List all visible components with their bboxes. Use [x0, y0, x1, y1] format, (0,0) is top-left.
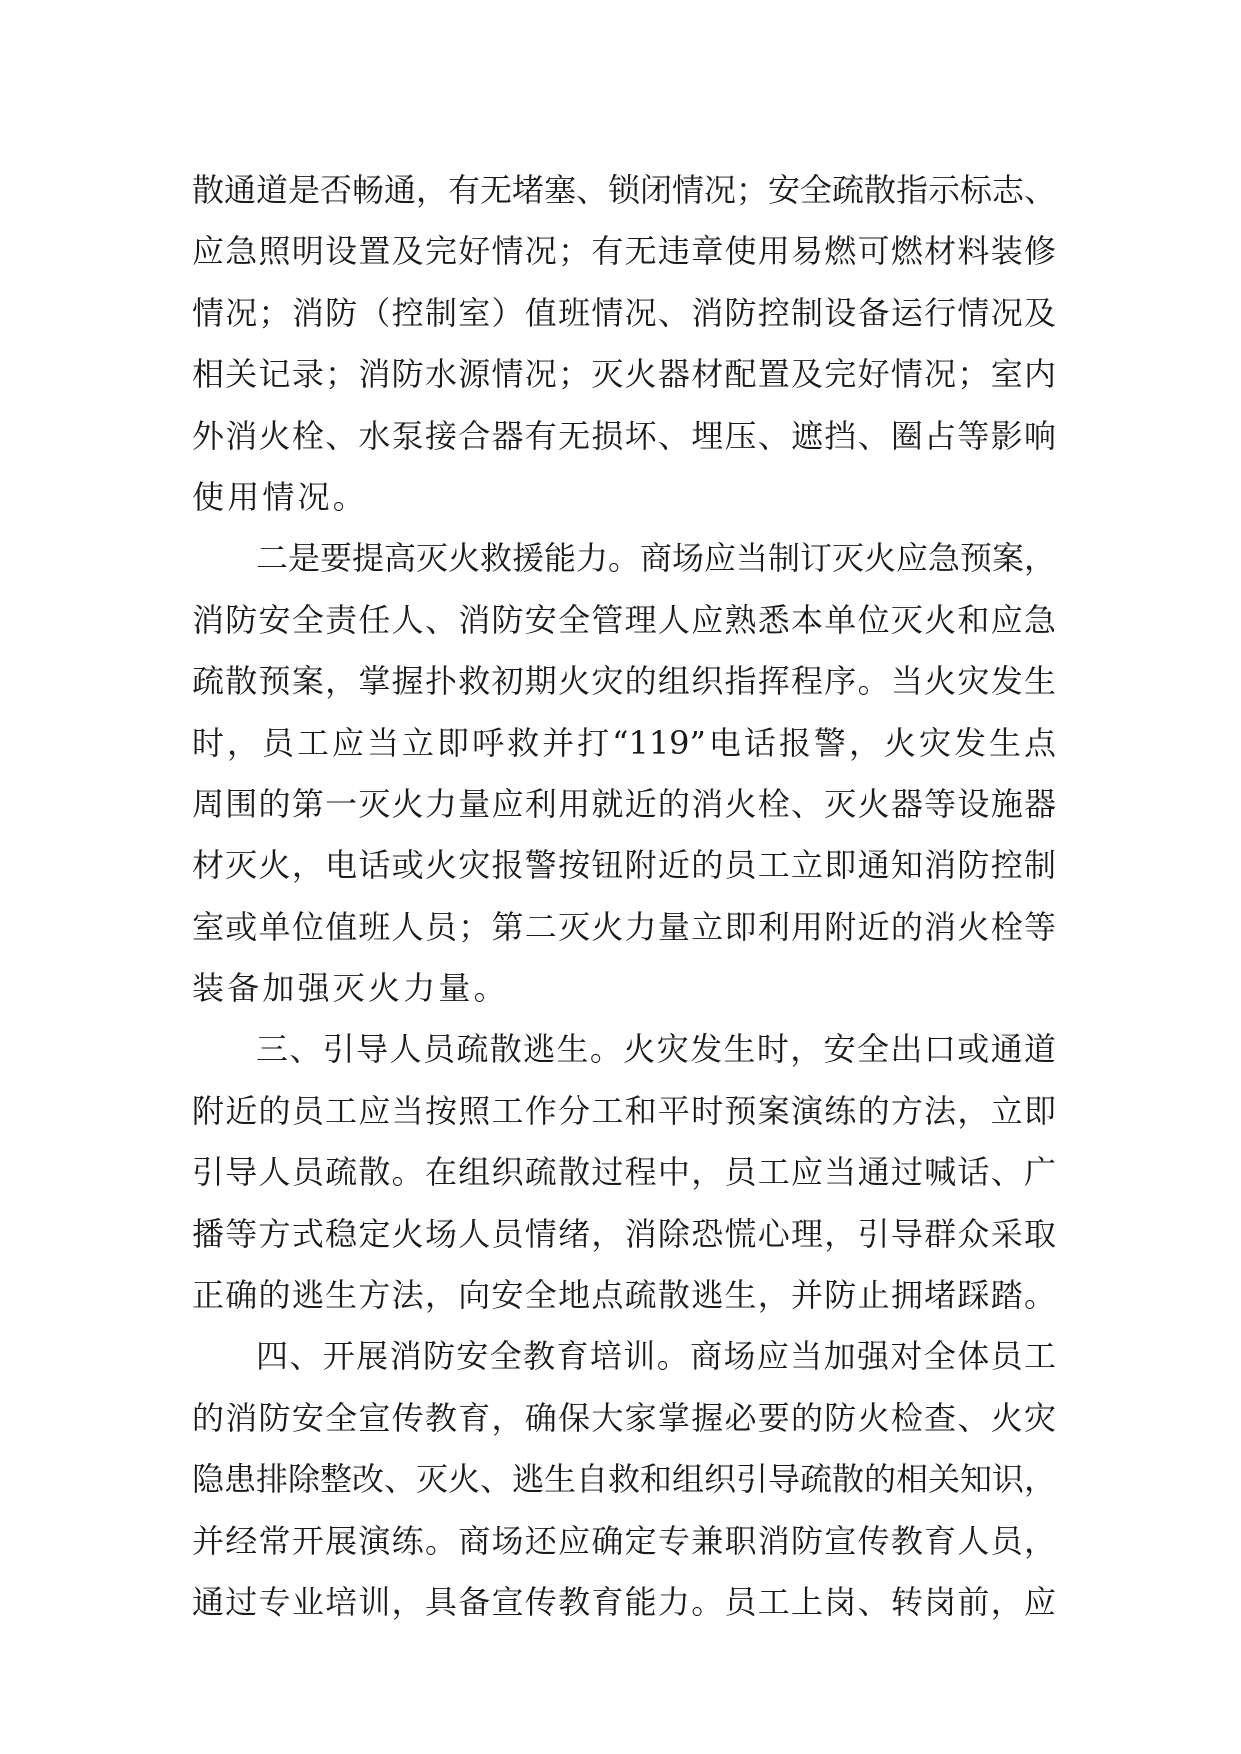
text-line: 隐患排除整改、灭火、逃生自救和组织引导疏散的相关知识，	[192, 1460, 1057, 1499]
text-line: 相关记录；消防水源情况；灭火器材配置及完好情况；室内	[192, 355, 1056, 394]
text-line: 并经常开展演练。商场还应确定专兼职消防宣传教育人员，	[192, 1521, 1056, 1560]
paragraph-start-line: 三、引导人员疏散逃生。火灾发生时，安全出口或通道	[256, 1030, 1056, 1069]
text-line: 疏散预案，掌握扑救初期火灾的组织指挥程序。当火灾发生	[192, 662, 1056, 701]
paragraph-start-line: 二是要提高灭火救援能力。商场应当制订灭火应急预案，	[256, 539, 1057, 578]
text-line: 外消火栓、水泵接合器有无损坏、埋压、遮挡、圈占等影响	[192, 416, 1056, 455]
text-line: 消防安全责任人、消防安全管理人应熟悉本单位灭火和应急	[192, 600, 1056, 639]
document-body	[192, 160, 1056, 1633]
text-line: 使用情况。	[192, 477, 369, 516]
text-line: 应急照明设置及完好情况；有无违章使用易燃可燃材料装修	[192, 232, 1056, 271]
text-line: 装备加强灭火力量。	[192, 969, 509, 1008]
text-line: 散通道是否畅通，有无堵塞、锁闭情况；安全疏散指示标志、	[192, 171, 1057, 209]
text-line: 时，员工应当立即呼救并打“119”电话报警，火灾发生点	[192, 723, 1056, 762]
text-line: 正确的逃生方法，向安全地点疏散逃生，并防止拥堵踩踏。	[192, 1276, 1056, 1315]
text-line: 的消防安全宣传教育，确保大家掌握必要的防火检查、火灾	[192, 1398, 1056, 1437]
paragraph-start-line: 四、开展消防安全教育培训。商场应当加强对全体员工	[256, 1337, 1056, 1376]
text-line: 播等方式稳定火场人员情绪，消除恐慌心理，引导群众采取	[192, 1214, 1056, 1253]
text-line: 附近的员工应当按照工作分工和平时预案演练的方法，立即	[192, 1091, 1056, 1130]
text-line: 情况；消防（控制室）值班情况、消防控制设备运行情况及	[192, 293, 1056, 332]
text-line: 材灭火，电话或火灾报警按钮附近的员工立即通知消防控制	[192, 846, 1056, 885]
text-line: 室或单位值班人员；第二灭火力量立即利用附近的消火栓等	[192, 907, 1056, 946]
text-line: 引导人员疏散。在组织疏散过程中，员工应当通过喊话、广	[192, 1153, 1056, 1192]
text-line: 周围的第一灭火力量应利用就近的消火栓、灭火器等设施器	[192, 784, 1056, 823]
text-line: 通过专业培训，具备宣传教育能力。员工上岗、转岗前，应	[192, 1582, 1056, 1621]
